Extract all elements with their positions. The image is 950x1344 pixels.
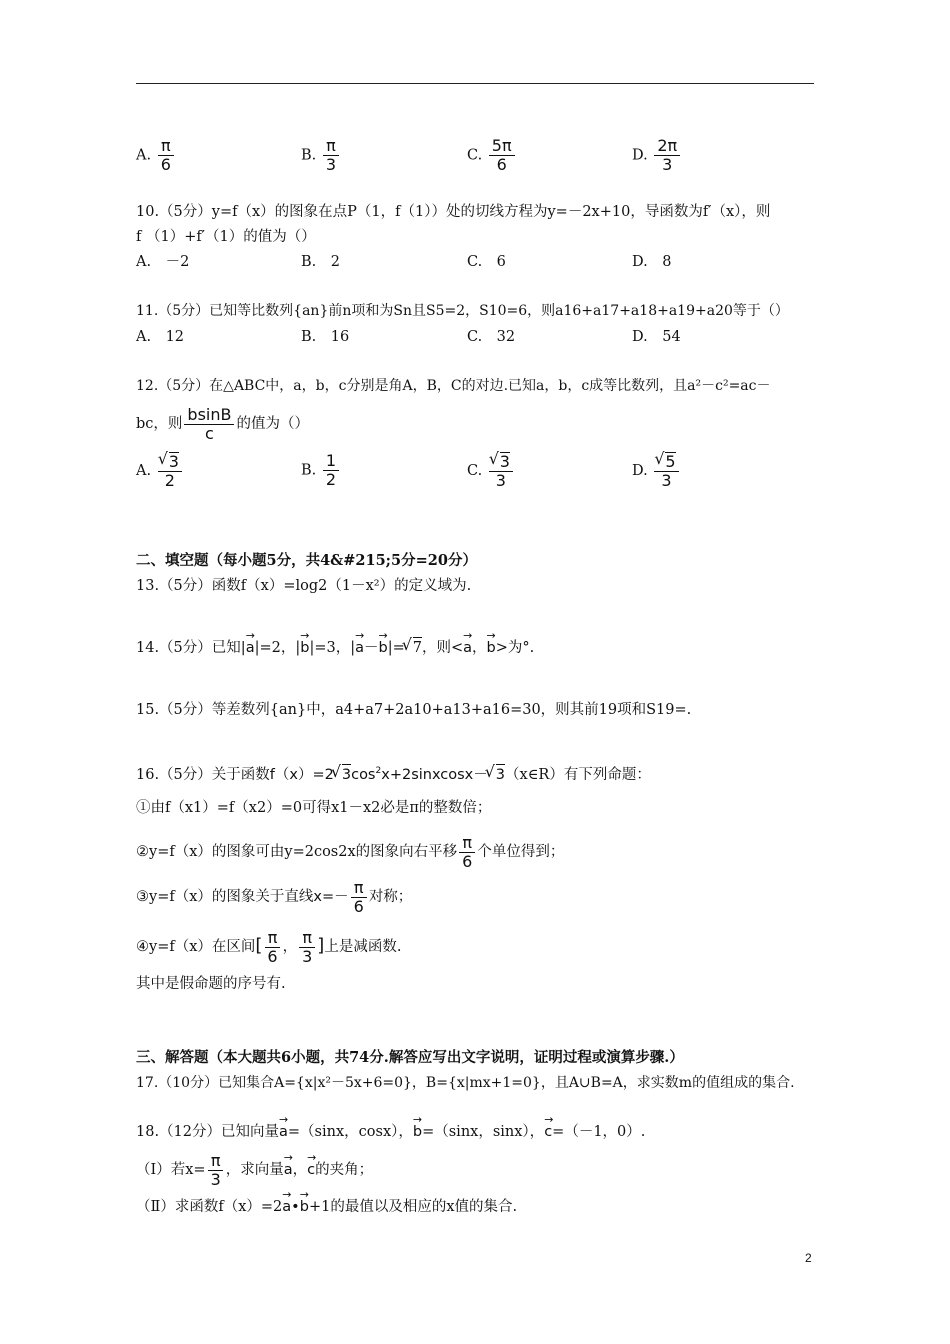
q10-option-a: A. －2 <box>136 254 190 270</box>
abs-bar: | <box>240 640 246 656</box>
section3-heading: 三、解答题（本大题共6小题，共74分.解答应写出文字说明，证明过程或演算步骤.） <box>136 1049 684 1066</box>
q9-option-b <box>301 137 341 174</box>
vector-a: → a <box>246 638 255 658</box>
q15-text: 15.（5分）等差数列{an}中，a4+a7+2a10+a13+a16=30，则其前19项和S19=. <box>136 702 692 718</box>
q16-text: ， <box>282 939 298 955</box>
q14-text: |=3，| <box>309 640 356 656</box>
q16-text: ③y=f（x）的图象关于直线 <box>136 889 314 905</box>
dot-operator: • <box>291 1199 300 1215</box>
fraction-den: 3 <box>325 155 337 174</box>
q11-option-c: C. 32 <box>467 329 516 345</box>
fraction-den: 6 <box>353 896 364 916</box>
q16-item4 <box>136 926 401 967</box>
q14-text: |= <box>387 640 405 656</box>
q16-line <box>136 761 651 785</box>
option-letter: B. <box>301 462 317 479</box>
q16-item2 <box>136 832 564 872</box>
sqrt: √ 3 <box>500 452 510 471</box>
section2-heading: 二、填空题（每小题5分，共4&#215;5分=20分） <box>136 552 477 569</box>
sqrt: √ 5 <box>665 452 675 471</box>
q16-func: f（x）=2 <box>269 766 334 783</box>
fraction-den: 6 <box>462 851 473 871</box>
q10-option-d: D. 8 <box>632 254 672 270</box>
q14-text: |=2，| <box>254 640 301 656</box>
q10-line2: f （1）+f′（1）的值为（） <box>136 229 316 245</box>
fraction-num: 2π <box>654 137 680 156</box>
q11-option-d: D. 54 <box>632 329 681 345</box>
q16-text: 个单位得到； <box>477 844 565 860</box>
vector-a: → a <box>463 638 472 658</box>
q11-option-a: A. 12 <box>136 329 185 345</box>
fraction-num: bsinB <box>184 406 234 425</box>
fraction-den: 3 <box>661 471 672 490</box>
page-number: 2 <box>805 1251 812 1265</box>
option-letter: C. <box>467 463 483 479</box>
q12-option-a <box>136 452 184 490</box>
q16-func: cos <box>351 766 376 783</box>
fraction <box>351 879 367 916</box>
vector-c: → c <box>307 1150 315 1190</box>
q16-text: 上是减函数. <box>324 939 402 955</box>
fraction <box>654 137 680 174</box>
q18-text: =（sinx，sinx）， <box>422 1124 545 1140</box>
bracket: [ <box>255 935 263 956</box>
fraction-num: π <box>459 834 475 853</box>
fraction <box>323 137 339 174</box>
q13-text: 13.（5分）函数f（x）=log2（1－x²）的定义域为. <box>136 578 472 594</box>
q10-line1: 10.（5分）y=f（x）的图象在点P（1，f（1））处的切线方程为y=－2x+10，导函数为f′（x），则 <box>136 204 771 220</box>
q11-option-b: B. 16 <box>301 329 350 345</box>
option-letter: A. <box>136 463 152 479</box>
q11-line1: 11.（5分）已知等比数列{an}前n项和为Sn且S5=2，S10=6，则a16+a17+a18+a19+a20等于（） <box>136 303 789 319</box>
q9-option-a <box>136 137 176 174</box>
fraction <box>264 929 280 966</box>
fraction <box>158 137 174 174</box>
q9-option-c <box>467 137 517 174</box>
fraction-den: 6 <box>496 155 507 174</box>
sqrt: √ 7 <box>413 637 422 658</box>
fraction <box>208 1152 224 1189</box>
option-letter: B. <box>301 147 317 164</box>
q14-line <box>136 637 534 658</box>
q18-text: =（－1，0）. <box>552 1124 646 1140</box>
q17-text: 17.（10分）已知集合A={x|x²－5x+6=0}，B={x|mx+1=0}，且A∪B=A，求实数m的值组成的集合. <box>136 1075 795 1091</box>
fraction-den: 2 <box>164 471 175 490</box>
vector-a: → a <box>279 1122 288 1142</box>
q18-text: =（sinx，cosx）， <box>287 1124 413 1140</box>
bracket: ] <box>317 935 325 956</box>
q16-text: ④y=f（x）在区间 <box>136 939 256 955</box>
q16-sup: 2 <box>375 766 382 776</box>
vector-b: → b <box>300 1197 309 1217</box>
fraction-den: 6 <box>267 946 278 966</box>
q16-text: ②y=f（x）的图象可由y=2cos2x的图象向右平移 <box>136 844 458 860</box>
fraction <box>323 452 339 489</box>
q18-line1 <box>136 1122 645 1142</box>
fraction <box>459 834 475 871</box>
q16-text: 对称； <box>368 889 413 905</box>
q16-func: x+2sinxcosx－ <box>381 766 488 783</box>
fraction <box>489 137 515 174</box>
fraction-num: π <box>208 1152 224 1171</box>
fraction-den: 3 <box>495 471 506 490</box>
option-letter: A. <box>136 147 152 164</box>
q18-text: ， <box>292 1162 308 1178</box>
q12-option-b <box>301 452 341 489</box>
vector-a: → a <box>355 638 364 658</box>
fraction-num: π <box>323 137 339 156</box>
fraction-num <box>654 452 678 472</box>
fraction <box>299 929 315 966</box>
q18-text: （Ⅱ）求函数f（x）=2 <box>136 1199 283 1215</box>
fraction-num: π <box>299 929 315 948</box>
fraction-num: π <box>265 929 281 948</box>
option-letter: D. <box>632 147 648 164</box>
fraction-num: π <box>351 879 367 898</box>
fraction-num: π <box>158 137 174 156</box>
fraction-num <box>158 452 182 472</box>
sqrt: √ 3 <box>169 452 179 471</box>
fraction <box>489 452 513 490</box>
vector-a: → a <box>284 1150 293 1190</box>
q16-text: 16.（5分）关于函数 <box>136 766 270 783</box>
sqrt: √ 3 <box>342 764 351 785</box>
q9-option-d <box>632 137 682 174</box>
q16-func: x=－ <box>313 889 349 905</box>
q12-line2 <box>136 404 309 444</box>
vector-b: → b <box>300 638 309 658</box>
fraction-den: 6 <box>160 155 171 174</box>
q12-option-d <box>632 452 681 490</box>
fraction-num: 5π <box>489 137 515 156</box>
option-letter: C. <box>467 147 483 164</box>
q12-line1: 12.（5分）在△ABC中，a，b，c分别是角A，B，C的对边.已知a，b，c成等比数列，且a²－c²=ac－ <box>136 378 771 394</box>
fraction-den: 3 <box>210 1169 221 1189</box>
q10-option-c: C. 6 <box>467 254 506 270</box>
fraction <box>654 452 678 490</box>
q14-text: ，则< <box>422 640 464 656</box>
fraction-num: 1 <box>323 452 339 471</box>
fraction-den: c <box>205 423 214 443</box>
vector-b: → b <box>413 1122 422 1142</box>
q12-text: bc，则 <box>136 416 183 432</box>
q18-text: （Ⅰ）若x= <box>136 1162 206 1178</box>
q18-part1 <box>136 1150 373 1190</box>
q12-option-c <box>467 452 515 490</box>
q16-text: （x∈R）有下列命题： <box>505 766 651 783</box>
q14-text: ， <box>472 640 487 656</box>
q18-text: +1的最值以及相应的x值的集合. <box>308 1199 518 1215</box>
fraction-den: 3 <box>302 946 313 966</box>
q18-text: 的夹角； <box>315 1162 374 1178</box>
q16-closing: 其中是假命题的序号有. <box>136 976 286 992</box>
q12-text: 的值为（） <box>236 416 309 432</box>
fraction <box>184 406 234 443</box>
vector-b: → b <box>487 638 496 658</box>
fraction-den: 3 <box>662 155 673 174</box>
fraction-den: 2 <box>325 470 337 489</box>
vector-c: → c <box>544 1122 552 1142</box>
vector-a: → a <box>282 1197 291 1217</box>
q18-text: 18.（12分）已知向量 <box>136 1124 280 1140</box>
fraction <box>158 452 182 490</box>
sqrt: √ 3 <box>496 764 505 785</box>
q14-text: 14.（5分）已知 <box>136 640 241 656</box>
q14-text: － <box>364 640 379 656</box>
q16-item3 <box>136 877 412 917</box>
option-letter: D. <box>632 463 648 479</box>
q18-part2 <box>136 1197 517 1217</box>
q16-item1: ①由f（x1）=f（x2）=0可得x1－x2必是π的整数倍； <box>136 800 492 816</box>
q10-option-b: B. 2 <box>301 254 340 270</box>
vector-b: → b <box>379 638 388 658</box>
q18-text: ，求向量 <box>225 1162 284 1178</box>
header-rule <box>136 83 814 84</box>
q14-text: >为°. <box>495 640 535 656</box>
fraction-num <box>489 452 513 472</box>
